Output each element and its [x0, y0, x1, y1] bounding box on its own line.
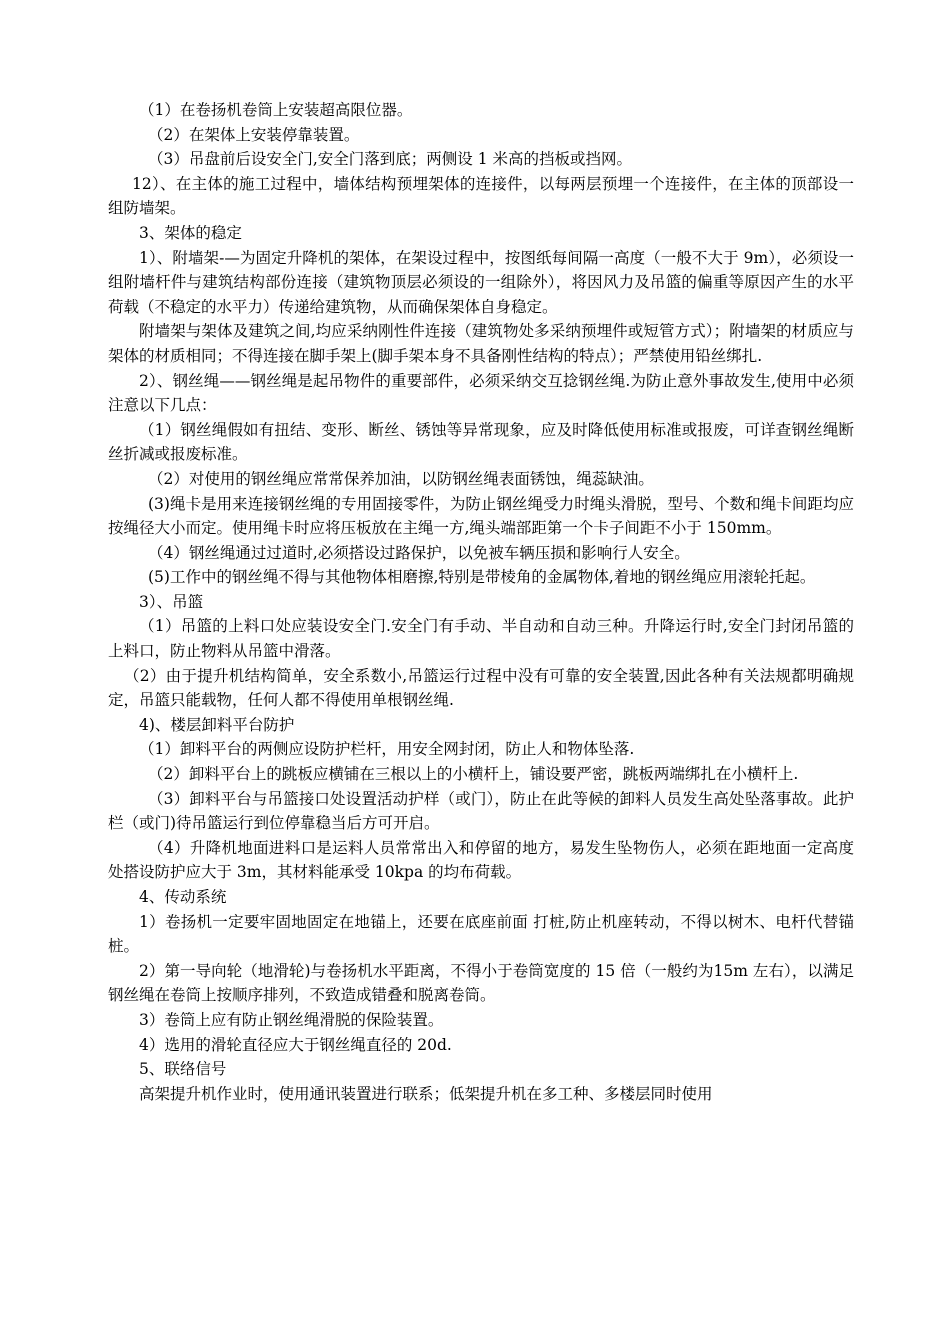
paragraph-2: （2）在架体上安装停靠装置。 [148, 125, 360, 144]
paragraph-19: （2）卸料平台上的跳板应横铺在三根以上的小横杆上，铺设要严密，跳板两端绑扎在小横杆上. [148, 765, 799, 784]
paragraph-7: 附墙架与架体及建筑之间,均应采纳刚性件连接（建筑物处多采纳预埋件或短管方式）；附墙架的材质应与架体的材质相同；不得连接在脚手架上(脚手架本身不具备刚性结构的特点）；严禁使用铅丝绑扎. [108, 322, 854, 365]
paragraph-3: （3）吊盘前后设安全门,安全门落到底；两侧设 1 米高的挡板或挡网。 [148, 150, 633, 169]
paragraph-6: 1）、附墙架-—为固定升降机的架体，在架设过程中，按图纸每间隔一高度（一般不大于 9m），必须设一组附墙杆件与建筑结构部份连接（建筑物顶层必须设的一组除外），将因风力及吊篮的偏重等原因产生的水平荷载（不稳定的水平力）传递给建筑物，从而确保架体自身稳定。 [108, 248, 854, 316]
section-heading-3: 3、架体的稳定 [139, 223, 242, 242]
paragraph-15: （1）吊篮的上料口处应装设安全门.安全门有手动、半自动和自动三种。升降运行时,安全门封闭吊篮的上料口，防止物料从吊篮中滑落。 [108, 617, 854, 661]
section-heading-5: 5、联络信号 [139, 1060, 227, 1079]
paragraph-1: （1）在卷扬机卷筒上安装超高限位器。 [139, 101, 413, 119]
paragraph-21: （4）升降机地面进料口是运料人员常常出入和停留的地方，易发生坠物伤人，必须在距地面一定高度处搭设防护应大于 3m，其材料能承受 10kpa 的均布荷载。 [108, 838, 854, 882]
paragraph-13: (5)工作中的钢丝绳不得与其他物体相磨擦,特别是带棱角的金属物体,着地的钢丝绳应用滚轮托起。 [148, 568, 816, 587]
paragraph-10: （2）对使用的钢丝绳应常常保养加油，以防钢丝绳表面锈蚀，绳蕊缺油。 [148, 469, 654, 488]
paragraph-9: （1）钢丝绳假如有扭结、变形、断丝、锈蚀等异常现象，应及时降低使用标准或报废，可详查钢丝绳断丝折减或报废标准。 [108, 420, 854, 464]
paragraph-24: 2）第一导向轮（地滑轮)与卷扬机水平距离，不得小于卷筒宽度的 15 倍（一般约为15m 左右），以满足钢丝绳在卷筒上按顺序排列，不致造成错叠和脱离卷筒。 [108, 961, 854, 1005]
paragraph-16: （2）由于提升机结构简单，安全系数小,吊篮运行过程中没有可靠的安全装置,因此各种有关法规都明确规定，吊篮只能载物，任何人都不得使用单根钢丝绳. [108, 666, 854, 710]
subheading-hanging-basket: 3）、吊篮 [139, 592, 204, 611]
paragraph-23: 1）卷扬机一定要牢固地固定在地锚上，还要在底座前面 打桩,防止机座转动，不得以树木、电杆代替锚桩。 [108, 912, 854, 956]
paragraph-28: 高架提升机作业时，使用通讯装置进行联系；低架提升机在多工种、多楼层同时使用 [139, 1084, 713, 1103]
paragraph-8: 2）、钢丝绳——钢丝绳是起吊物件的重要部件，必须采纳交互捻钢丝绳.为防止意外事故发生,使用中必须注意以下几点： [108, 371, 854, 415]
document-page [108, 98, 854, 1106]
paragraph-26: 4）选用的滑轮直径应大于钢丝绳直径的 20d. [139, 1035, 452, 1054]
paragraph-25: 3）卷筒上应有防止钢丝绳滑脱的保险装置。 [139, 1010, 444, 1029]
paragraph-11: (3)绳卡是用来连接钢丝绳的专用固接零件，为防止钢丝绳受力时绳头滑脱，型号、个数和绳卡间距均应按绳径大小而定。使用绳卡时应将压板放在主绳一方,绳头端部距第一个卡子间距不小于 150mm。 [108, 494, 854, 538]
paragraph-4: 12）、在主体的施工过程中，墙体结构预埋架体的连接件，以每两层预埋一个连接件，在主体的顶部设一组防墙架。 [108, 174, 854, 218]
section-heading-4: 4、传动系统 [139, 888, 227, 906]
paragraph-12: （4）钢丝绳通过过道时,必须搭设过路保护，以免被车辆压损和影响行人安全。 [148, 543, 690, 562]
paragraph-18: （1）卸料平台的两侧应设防护栏杆，用安全网封闭，防止人和物体坠落. [139, 740, 635, 759]
subheading-unloading-platform: 4)、楼层卸料平台防护 [139, 715, 295, 734]
paragraph-20: （3）卸料平台与吊篮接口处设置活动护样（或门），防止在此等候的卸料人员发生高处坠落事故。此护栏（或门)待吊篮运行到位停靠稳当后方可开启。 [108, 789, 854, 833]
